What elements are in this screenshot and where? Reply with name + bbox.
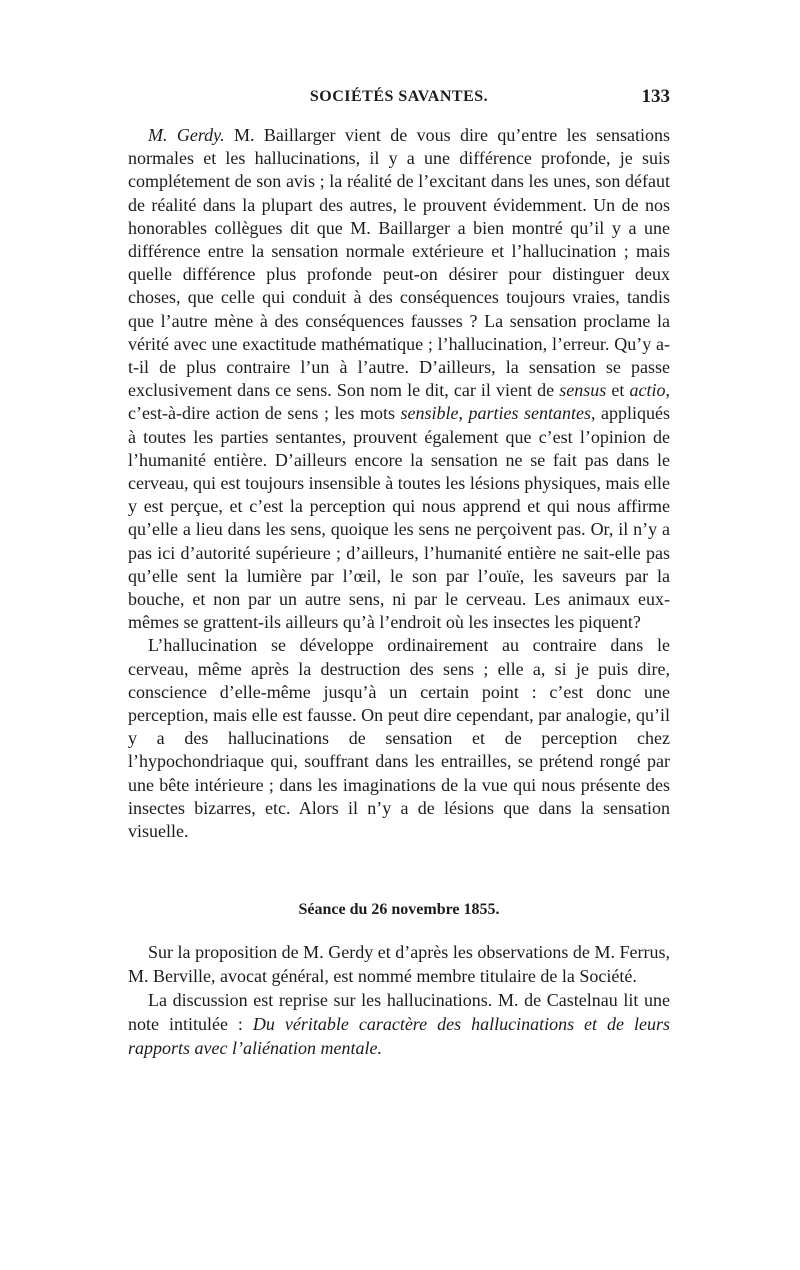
italic-term: actio: [629, 380, 666, 401]
italic-term: sensus: [559, 380, 607, 401]
text-run: , appliqués à toutes les parties sentantes, prouvent également que c’est l’opinion de l’humanité entière. D’ailleurs encore la sensation ne se fait pas dans le cerveau, qui est toujours insensible à toutes les lésions physiques, mais elle y est perçue, et c’est la perception qui nous apprend et qui nous affirme qu’elle a lieu dans les sens, quoique les sens ne perçoivent pas. Or, il n’y a pas ici d’autorité supérieure ; d’ailleurs, l’humanité entière ne sait-elle pas qu’elle sent la lumière par l’œil, le son par l’ouïe, les saveurs par la bouche, et non par un autre sens, ni par le cerveau. Les animaux eux-mêmes se grattent-ils ailleurs qu’à l’endroit où les insectes les piquent?: [128, 403, 670, 633]
note-title: Du véritable caractère des hallucinations et de leurs rapports avec l’aliénation mentale.: [128, 1014, 670, 1058]
text-run: M. Baillarger vient de vous dire qu’entre les sensations normales et les hallucinations, il y a une différence profonde, je suis complétement de son avis ; la réalité de l’excitant dans les unes, son défaut de réalité dans la plupart des autres, le prouvent évidemment. Un de nos honorables collègues dit que M. Baillarger a bien montré qu’il y a une différence entre la sensation normale extérieure et l’hallucination ; mais quelle différence plus profonde peut-on désirer pour distinguer deux choses, que celle qui conduit à des conséquences toujours vraies, tandis que l’autre mène à des conséquences fausses ? La sensation proclame la vérité avec une exactitude mathématique ; l’hallucination, l’erreur. Qu’y a-t-il de plus contraire l’un à l’autre. D’ailleurs, la sensation se passe exclusivement dans ce sens. Son nom le dit, car il vient de: [128, 125, 670, 401]
page-number: 133: [641, 86, 670, 107]
discussion-text: [128, 124, 670, 843]
text-run: et: [606, 380, 630, 401]
paragraph-gerdy: [128, 124, 670, 634]
paragraph-nomination: Sur la proposition de M. Gerdy et d’après les observations de M. Ferrus, M. Berville, avocat général, est nommé membre titulaire de la Société.: [128, 942, 670, 986]
paragraph-castelnau: [128, 988, 670, 1060]
running-head: SOCIÉTÉS SAVANTES.: [309, 88, 489, 105]
italic-term: sensible: [400, 403, 459, 424]
speaker-name: M. Gerdy.: [148, 125, 225, 145]
text-run: La discussion est reprise sur les hallucinations. M. de Castelnau lit une note intitulée :: [128, 990, 670, 1034]
text-run: ,: [458, 403, 469, 424]
session-minutes: [128, 940, 670, 1060]
text-run: , c’est-à-dire action de sens ; les mots: [128, 380, 670, 424]
page-header: [128, 88, 670, 118]
paragraph-hallucination: L’hallucination se développe ordinairement au contraire dans le cerveau, même après la destruction des sens ; elle a, si je puis dire, conscience d’elle-même jusqu’à un certain point : c’est donc une perception, mais elle est fausse. On peut dire cependant, par analogie, qu’il y a des hallucinations de sensation et de perception chez l’hypochondriaque qui, souffrant dans les entrailles, se prétend rongé par une bête intérieure ; dans les imaginations de la vue qui nous présente des insectes bizarres, etc. Alors il n’y a de lésions que dans la sensation visuelle.: [128, 635, 670, 842]
italic-term: parties sentantes: [468, 403, 591, 424]
session-title: Séance du 26 novembre 1855.: [298, 901, 500, 918]
